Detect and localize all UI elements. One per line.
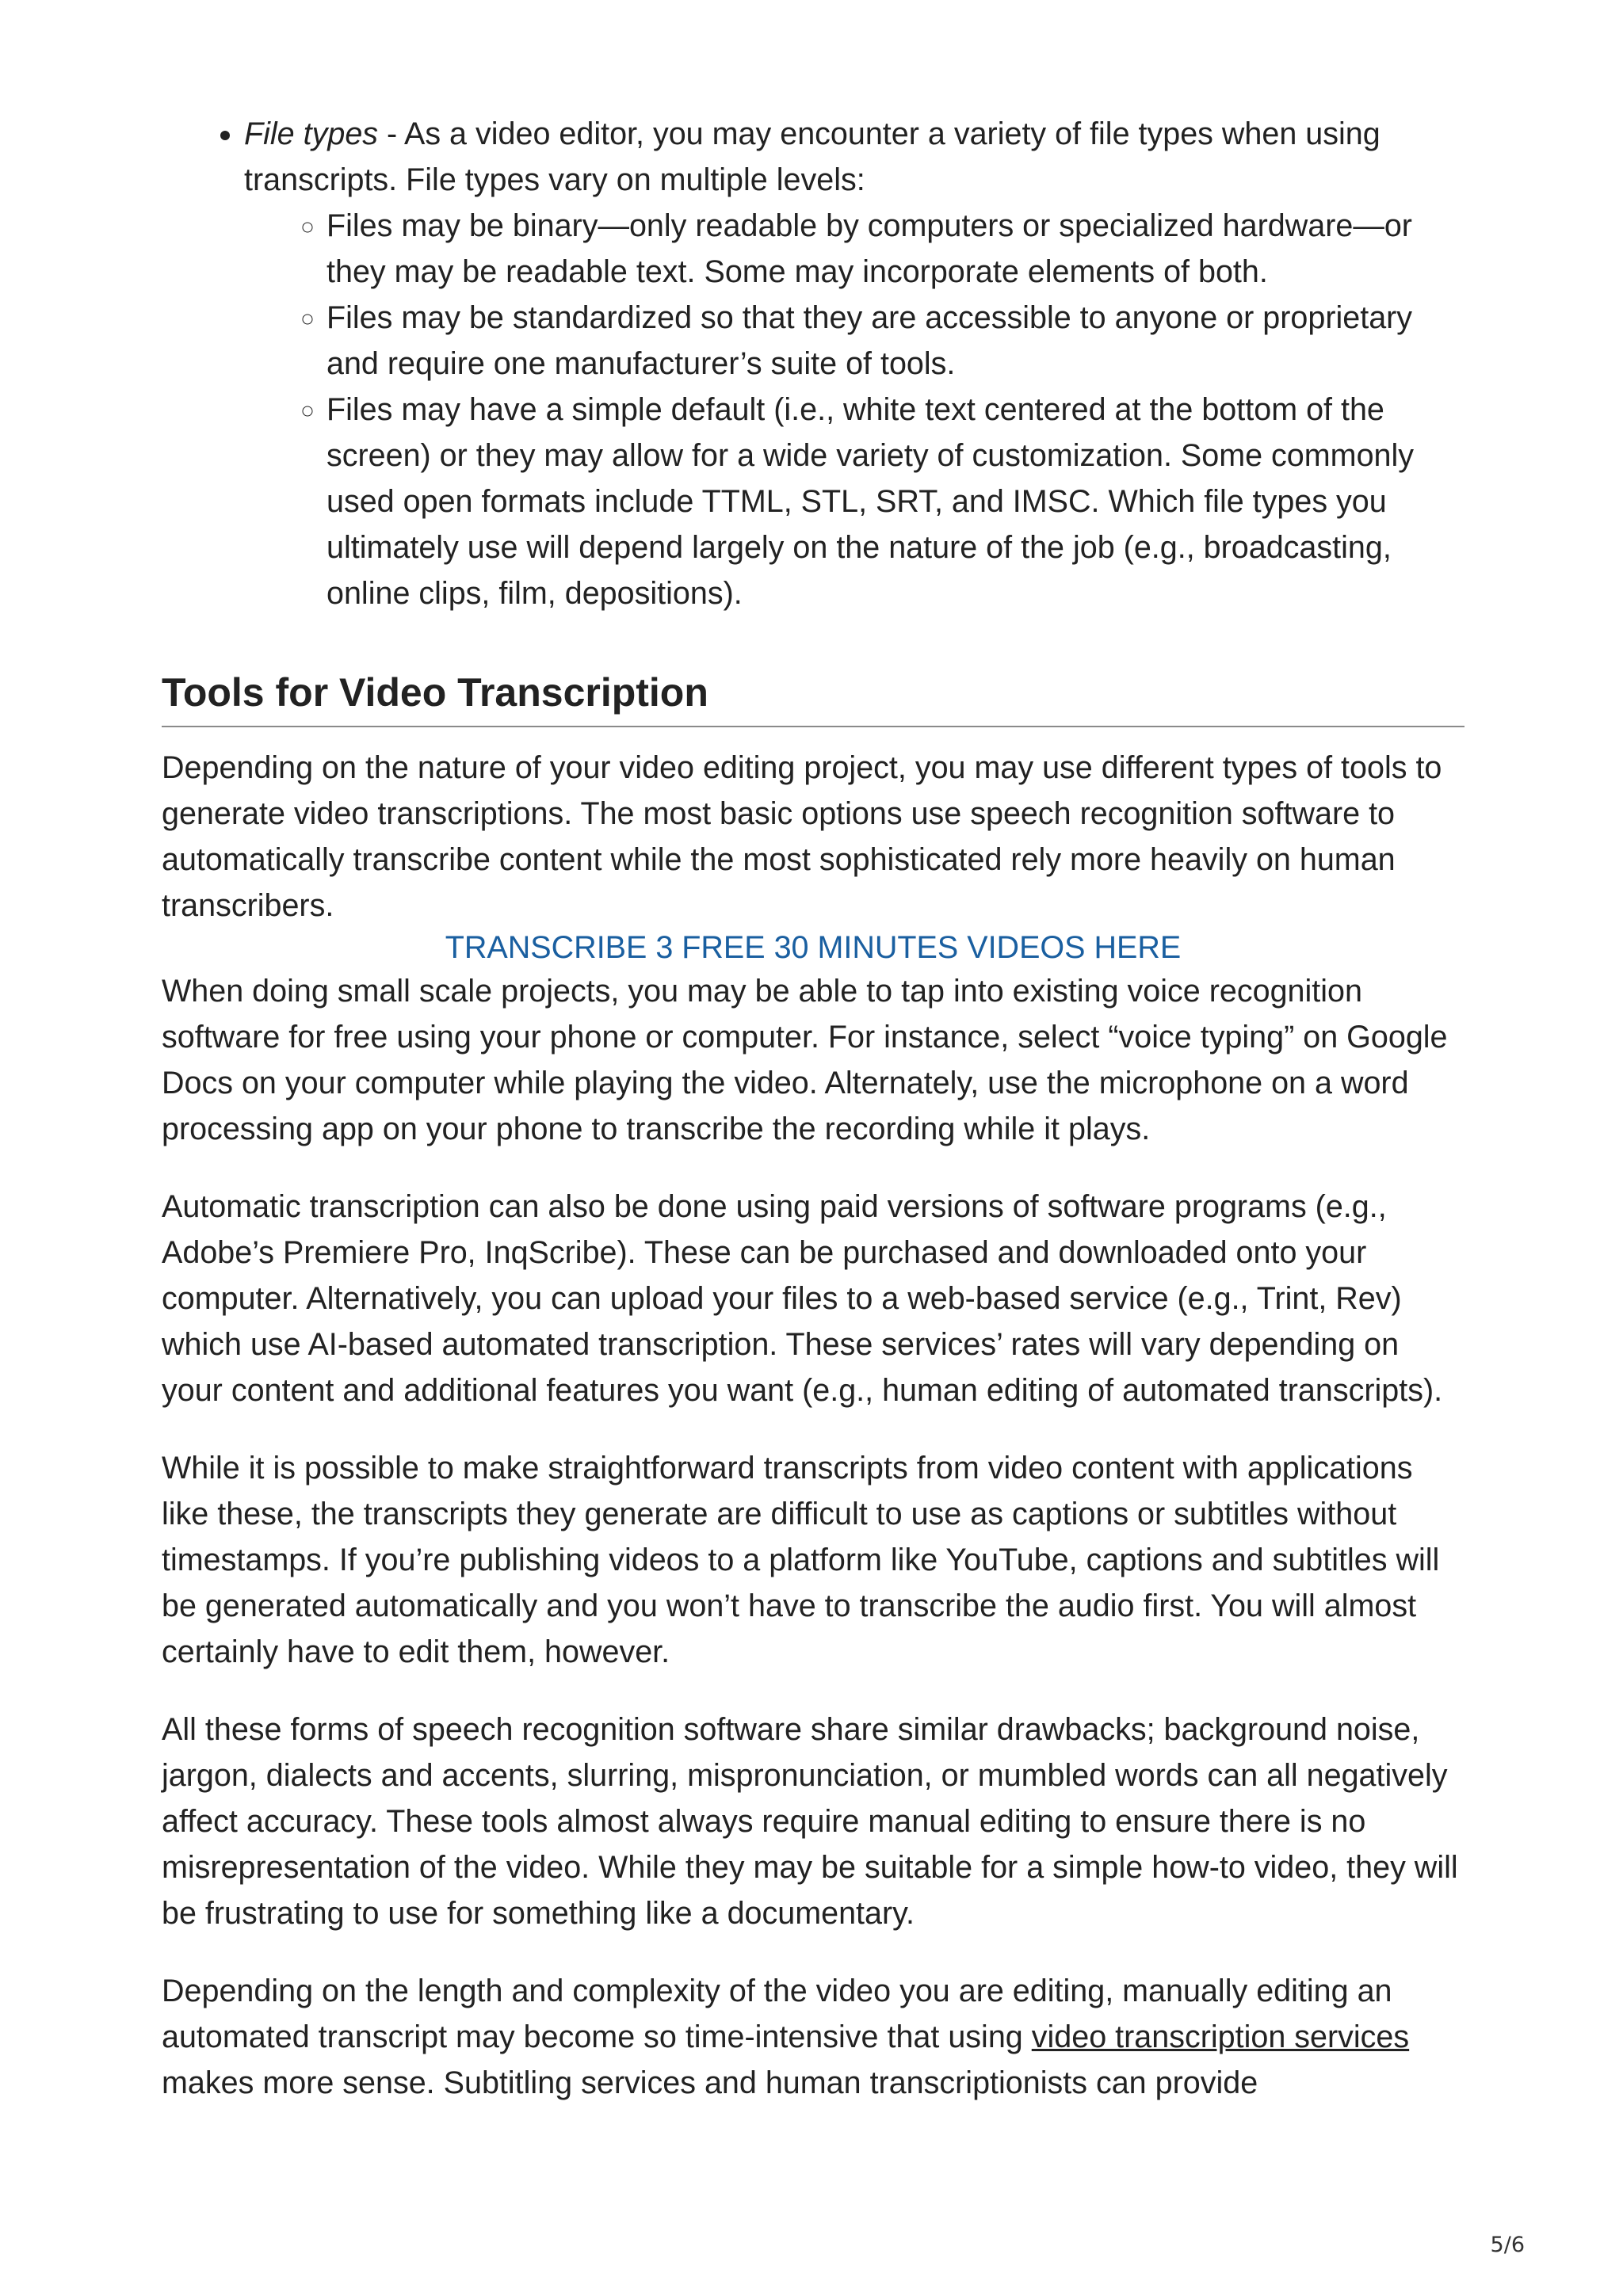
paragraph-drawbacks: All these forms of speech recognition software share similar drawbacks; background noise, jargon, dialects and accents, slurring, mispronunciation, or mumbled words can all negatively affect accuracy. These tools almost always require manual editing to ensure there is no misrepresentation of the video. While they may be suitable for a simple how-to video, they will be frustrating to use for something like a documentary. <box>162 1712 1458 1931</box>
video-transcription-services-link[interactable]: video transcription services <box>1031 2019 1410 2054</box>
paragraph-services-after-link: makes more sense. Subtitling services and human transcriptionists can provide <box>162 2065 1258 2100</box>
file-types-intro: - As a video editor, you may encounter a variety of file types when using transcripts. File types vary on multiple levels: <box>244 116 1381 197</box>
transcribe-cta-link[interactable]: TRANSCRIBE 3 FREE 30 MINUTES VIDEOS HERE <box>445 930 1182 965</box>
paragraph-services-before-link: Depending on the length and complexity of the video you are editing, manually editing an automated transcript may become so time-intensive that using <box>162 1974 1392 2054</box>
paragraph-automatic-transcription: Automatic transcription can also be done using paid versions of software programs (e.g., Adobe’s Premiere Pro, InqScribe). These can be purchased and downloaded onto your computer. Alternatively, you can upload your files to a web-based service (e.g., Trint, Rev) which use AI-based automated transcription. These services’ rates will vary depending on your content and additional features you want (e.g., human editing of automated transcripts). <box>162 1189 1443 1408</box>
file-types-point-standardized: ◦ Files may be standardized so that they are accessible to anyone or proprietary and require one manufacturer’s suite of tools. <box>327 295 1465 387</box>
file-types-list <box>162 111 1465 616</box>
file-types-point-default: ◦ Files may have a simple default (i.e., white text centered at the bottom of the screen) or they may allow for a wide variety of customization. Some commonly used open formats include TTML, STL, SRT, and IMSC. Which file types you ultimately use will depend largely on the nature of the job (e.g., broadcasting, online clips, film, depositions). <box>327 387 1465 616</box>
paragraph-small-scale: When doing small scale projects, you may be able to tap into existing voice recognition software for free using your phone or computer. For instance, select “voice typing” on Google Docs on your computer while playing the video. Alternately, use the microphone on a word processing app on your phone to transcribe the recording while it plays. <box>162 974 1448 1146</box>
file-types-point-binary: ◦ Files may be binary—only readable by computers or specialized hardware—or they may be readable text. Some may incorporate elements of both. <box>327 203 1465 295</box>
transcribe-cta <box>162 929 1465 967</box>
page-number: 5/6 <box>1490 2233 1525 2257</box>
section-intro-paragraph: Depending on the nature of your video editing project, you may use different types of tools to generate video transcriptions. The most basic options use speech recognition software to automatically transcribe content while the most sophisticated rely more heavily on human transcribers. <box>162 750 1442 923</box>
paragraph-timestamps: While it is possible to make straightforward transcripts from video content with applications like these, the transcripts they generate are difficult to use as captions or subtitles without timestamps. If you’re publishing videos to a platform like YouTube, captions and subtitles will be generated automatically and you won’t have to transcribe the audio first. You will almost certainly have to edit them, however. <box>162 1451 1440 1669</box>
file-types-term: File types <box>244 116 379 151</box>
file-types-sublist <box>244 203 1465 616</box>
paragraph-transcription-services <box>162 1968 1465 2106</box>
file-types-list-item <box>244 111 1465 616</box>
section-heading: Tools for Video Transcription <box>162 669 1465 727</box>
document-page <box>162 111 1465 2106</box>
